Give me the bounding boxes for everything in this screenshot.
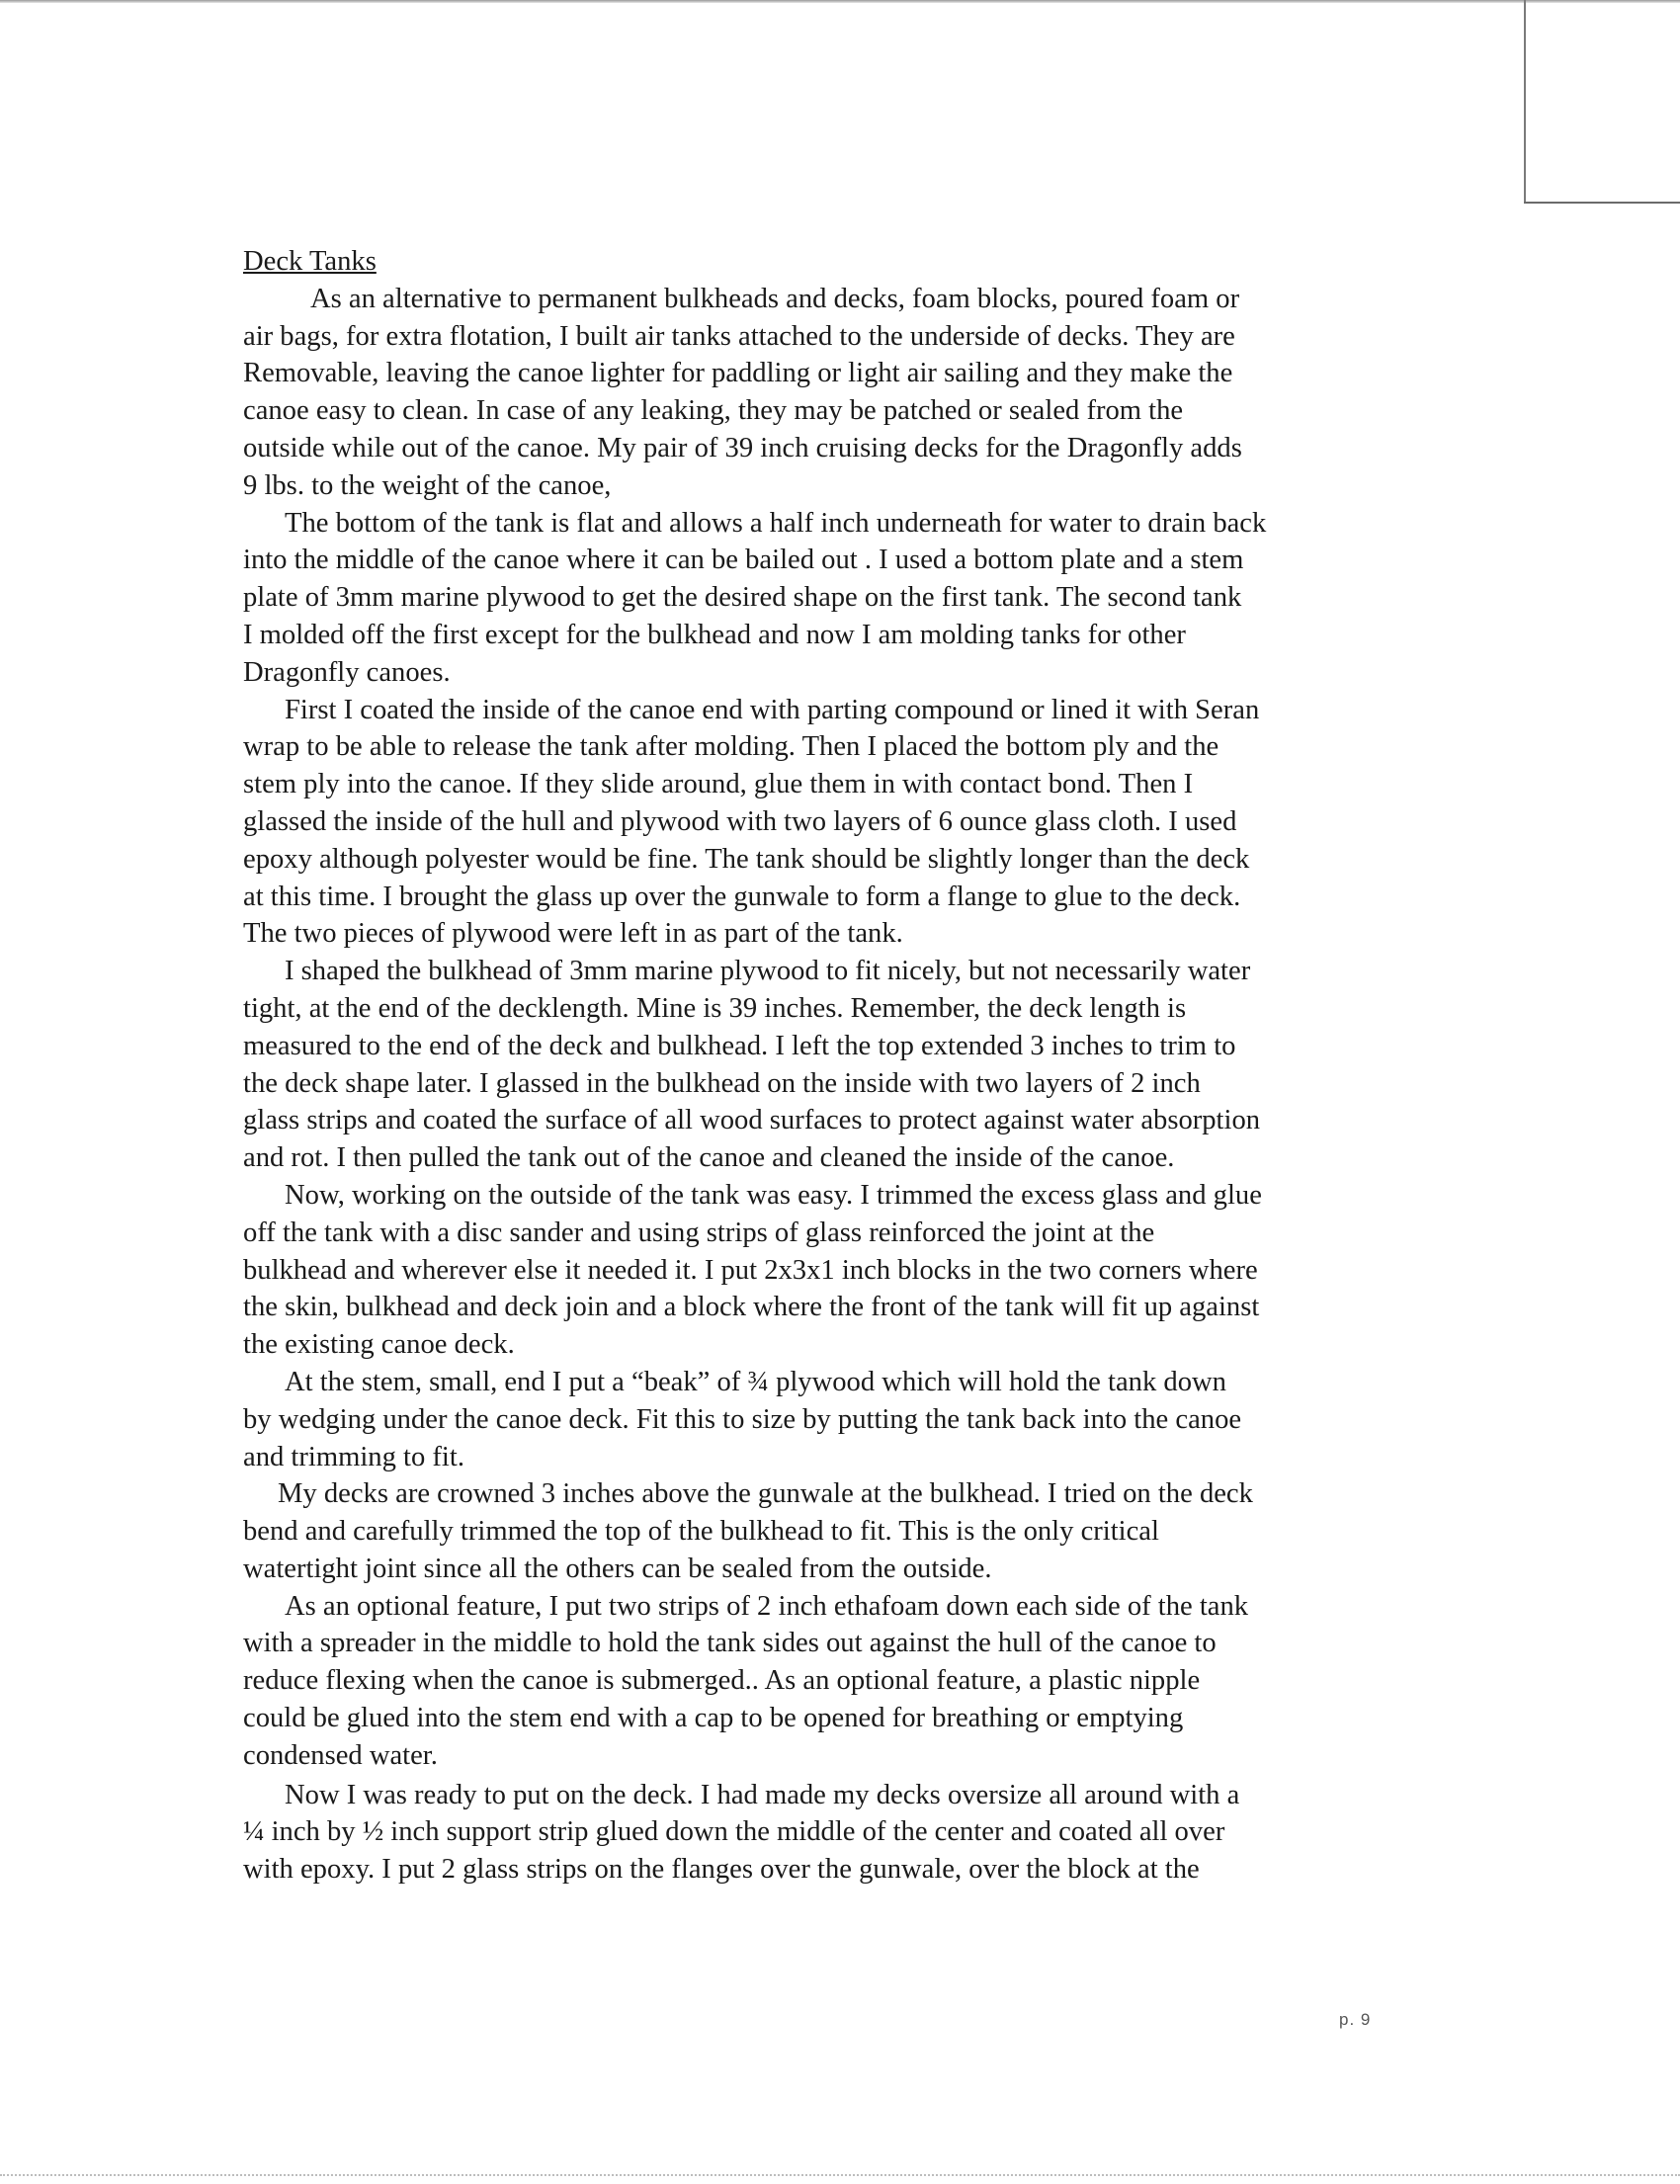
text-line: canoe easy to clean. In case of any leaking, they may be patched or sealed from the [243, 395, 1184, 427]
text-line: 9 lbs. to the weight of the canoe, [243, 469, 612, 501]
scan-bottom-edge [0, 2174, 1680, 2176]
text-line: Removable, leaving the canoe lighter for paddling or light air sailing and they make the [243, 358, 1233, 389]
text-line: the existing canoe deck. [243, 1329, 515, 1361]
text-line: ¼ inch by ½ inch support strip glued down the middle of the center and coated all over [243, 1816, 1225, 1848]
text-line: My decks are crowned 3 inches above the gunwale at the bulkhead. I tried on the deck [278, 1478, 1253, 1510]
text-line: the deck shape later. I glassed in the bulkhead on the inside with two layers of 2 inch [243, 1067, 1201, 1099]
text-line: The two pieces of plywood were left in as part of the tank. [243, 918, 903, 950]
text-line: Now I was ready to put on the deck. I had made my decks oversize all around with a [285, 1779, 1240, 1810]
paragraph-optional-features [243, 1588, 1459, 1775]
text-line: Now, working on the outside of the tank was easy. I trimmed the excess glass and glue [285, 1179, 1262, 1211]
text-line: As an alternative to permanent bulkheads and decks, foam blocks, poured foam or [310, 283, 1240, 314]
text-line: glassed the inside of the hull and plywood with two layers of 6 ounce glass cloth. I used [243, 805, 1237, 837]
text-line: First I coated the inside of the canoe end with parting compound or lined it with Seran [285, 694, 1260, 725]
text-line: measured to the end of the deck and bulkhead. I left the top extended 3 inches to trim to [243, 1030, 1236, 1061]
text-line: bend and carefully trimmed the top of the bulkhead to fit. This is the only critical [243, 1516, 1159, 1548]
text-line: could be glued into the stem end with a cap to be opened for breathing or emptying [243, 1703, 1184, 1734]
text-line: with epoxy. I put 2 glass strips on the flanges over the gunwale, over the block at the [243, 1854, 1200, 1886]
scan-right-edge-corner [1524, 202, 1680, 204]
text-line: off the tank with a disc sander and using strips of glass reinforced the joint at the [243, 1217, 1155, 1248]
text-line: stem ply into the canoe. If they slide around, glue them in with contact bond. Then I [243, 769, 1194, 800]
text-line: As an optional feature, I put two strips of 2 inch ethafoam down each side of the tank [285, 1590, 1249, 1622]
paragraph-deck-install [243, 1777, 1459, 1889]
text-line: outside while out of the canoe. My pair of 39 inch cruising decks for the Dragonfly adds [243, 432, 1242, 463]
paragraph-intro [243, 281, 1459, 505]
paragraph-molding [243, 692, 1459, 954]
text-line: and rot. I then pulled the tank out of the canoe and cleaned the inside of the canoe. [243, 1142, 1175, 1174]
paragraph-outside-work [243, 1177, 1459, 1364]
text-line: glass strips and coated the surface of all wood surfaces to protect against water absorption [243, 1105, 1261, 1136]
text-line: wrap to be able to release the tank after molding. Then I placed the bottom ply and the [243, 731, 1219, 763]
text-line: at this time. I brought the glass up over the gunwale to form a flange to glue to the deck. [243, 881, 1241, 912]
text-line: epoxy although polyester would be fine. The tank should be slightly longer than the deck [243, 843, 1250, 875]
section-title: Deck Tanks [243, 246, 377, 277]
text-line: the skin, bulkhead and deck join and a block where the front of the tank will fit up against [243, 1292, 1260, 1323]
scan-top-edge [0, 0, 1680, 3]
text-line: At the stem, small, end I put a “beak” of ¾ plywood which will hold the tank down [285, 1366, 1226, 1397]
text-line: tight, at the end of the decklength. Mine is 39 inches. Remember, the deck length is [243, 992, 1187, 1024]
paragraph-tank-bottom [243, 505, 1459, 692]
scan-right-edge [1524, 0, 1526, 203]
text-line: into the middle of the canoe where it can be bailed out . I used a bottom plate and a stem [243, 545, 1244, 576]
text-line: with a spreader in the middle to hold the tank sides out against the hull of the canoe to [243, 1628, 1217, 1659]
text-line: reduce flexing when the canoe is submerged.. As an optional feature, a plastic nipple [243, 1665, 1201, 1697]
text-line: I molded off the first except for the bulkhead and now I am molding tanks for other [243, 619, 1186, 650]
text-line: plate of 3mm marine plywood to get the desired shape on the first tank. The second tank [243, 582, 1242, 614]
text-line: air bags, for extra flotation, I built air tanks attached to the underside of decks. They are [243, 320, 1235, 352]
page-number: p. 9 [1339, 2010, 1372, 2029]
paragraph-deck-crown [243, 1475, 1459, 1587]
text-line: bulkhead and wherever else it needed it. I put 2x3x1 inch blocks in the two corners where [243, 1254, 1258, 1286]
text-line: Dragonfly canoes. [243, 656, 451, 688]
text-line: and trimming to fit. [243, 1441, 464, 1472]
text-line: condensed water. [243, 1739, 438, 1771]
text-line: by wedging under the canoe deck. Fit this to size by putting the tank back into the canoe [243, 1403, 1242, 1435]
paragraph-beak [243, 1364, 1459, 1475]
text-line: watertight joint since all the others can be sealed from the outside. [243, 1553, 992, 1584]
text-line: I shaped the bulkhead of 3mm marine plywood to fit nicely, but not necessarily water [285, 956, 1251, 987]
text-line: The bottom of the tank is flat and allows a half inch underneath for water to drain back [285, 507, 1267, 539]
paragraph-bulkhead [243, 953, 1459, 1177]
document-body [243, 243, 1459, 1889]
